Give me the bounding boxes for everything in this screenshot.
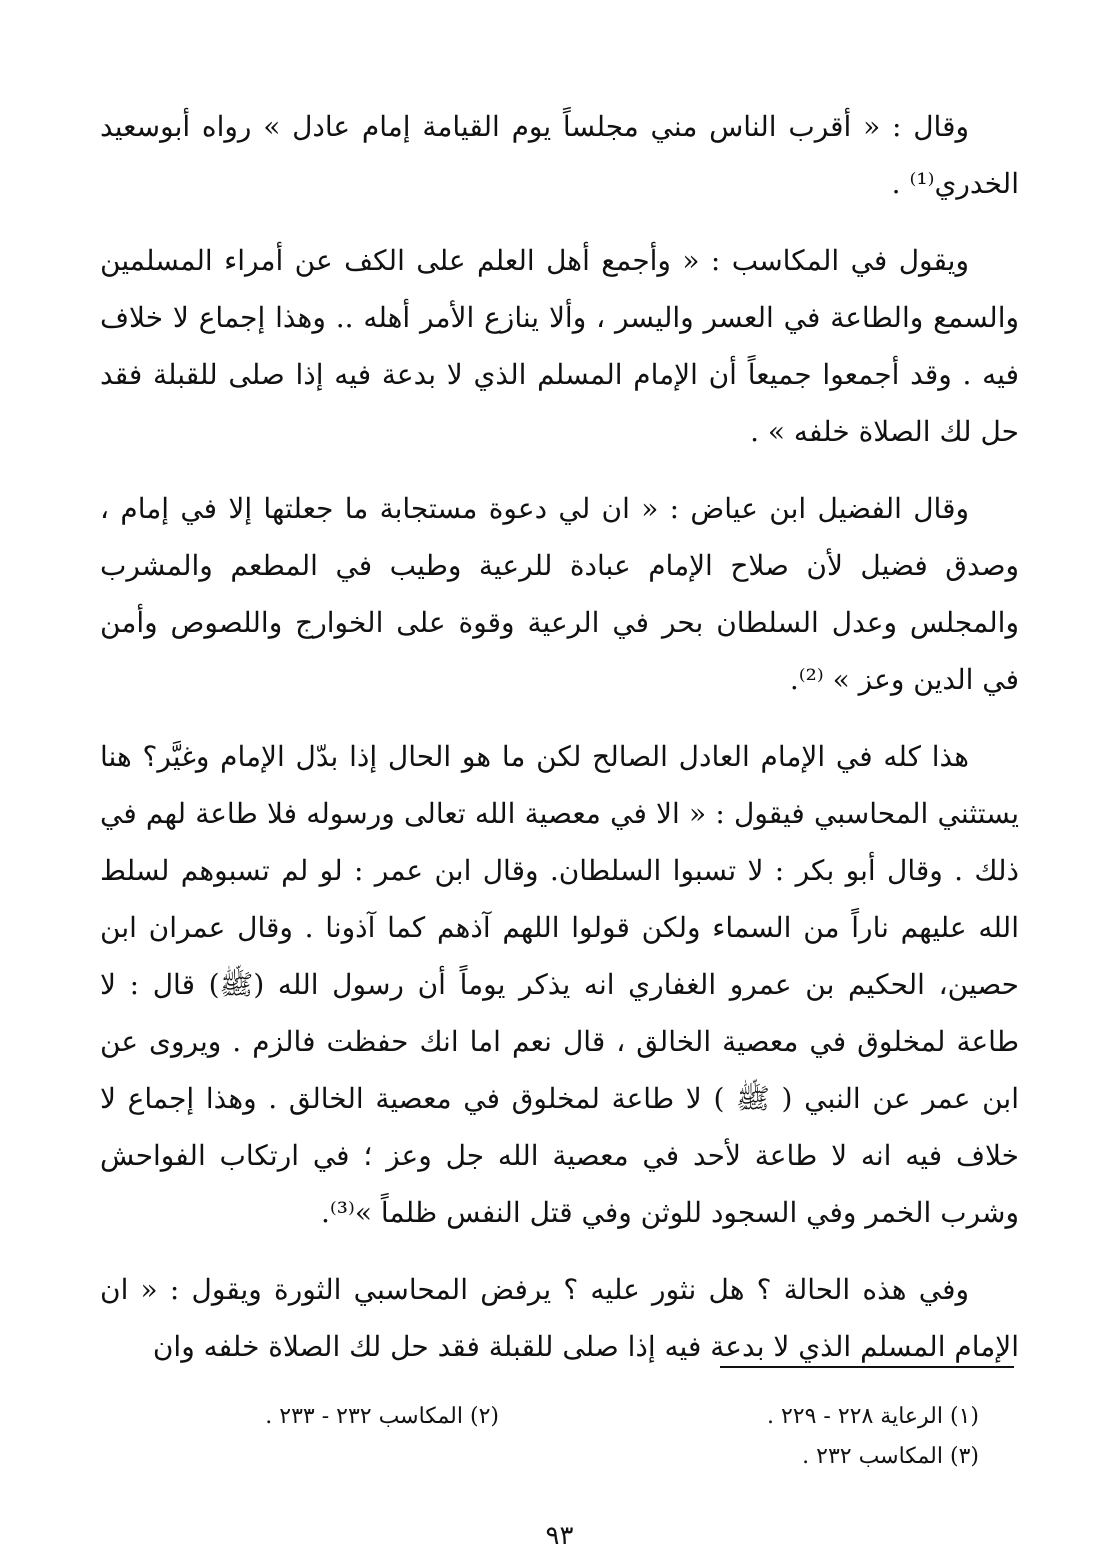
footnote-2: (٢) المكاسب ٢٣٢ - ٢٣٣ . [265,1404,499,1429]
footnote-1: (١) الرعاية ٢٢٨ - ٢٢٩ . [766,1404,979,1429]
paragraph-5: وفي هذه الحالة ؟ هل نثور عليه ؟ يرفض المحاسبي الثورة ويقول : « ان الإمام المسلم الذي لا بدعة فيه إذا صلى للقبلة فقد حل لك الصلاة خلفه وان [100,1273,1019,1363]
paragraph-1: وقال : « أقرب الناس مني مجلساً يوم القيامة إمام عادل » رواه أبوسعيد الخدري⁽¹⁾ . [100,110,1019,200]
paragraph-4: هذا كله في الإمام العادل الصالح لكن ما هو الحال إذا بدّل الإمام وغيَّر؟ هنا يستثني المحاسبي فيقول : « الا في معصية الله تعالى ورسوله فلا طاعة لهم في ذلك . وقال أبو بكر : لا تسبوا السلطان. وقال ابن عمر : لو لم تسبوهم لسلط الله عليهم ناراً من السماء ولكن قولوا اللهم آذهم كما آذونا . وقال عمران ابن حصين، الحكيم بن عمرو الغفاري انه يذكر يوماً أن رسول الله (ﷺ) قال : لا طاعة لمخلوق في معصية الخالق ، قال نعم اما انك حفظت فالزم . ويروى عن ابن عمر عن النبي ( ﷺ ) لا طاعة لمخلوق في معصية الخالق . وهذا إجماع لا خلاف فيه انه لا طاعة لأحد في معصية الله جل وعز ؛ في ارتكاب الفواحش وشرب الخمر وفي السجود للوثن وفي قتل النفس ظلماً »⁽³⁾. [100,740,1019,1229]
main-text [100,98,1019,1395]
paragraph-2: ويقول في المكاسب : « وأجمع أهل العلم على الكف عن أمراء المسلمين والسمع والطاعة في العسر واليسر ، وألا ينازع الأمر أهله .. وهذا إجماع لا خلاف فيه . وقد أجمعوا جميعاً أن الإمام المسلم الذي لا بدعة فيه إذا صلى للقبلة فقد حل لك الصلاة خلفه » . [100,244,1019,448]
footnote-3: (٣) المكاسب ٢٣٢ . [802,1444,979,1469]
page-number: ٩٣ [545,1521,574,1551]
paragraph-3: وقال الفضيل ابن عياض : « ان لي دعوة مستجابة ما جعلتها إلا في إمام ، وصدق فضيل لأن صلاح الإمام عبادة للرعية وطيب في المطعم والمشرب والمجلس وعدل السلطان بحر في الرعية وقوة على الخوارج واللصوص وأمن في الدين وعز » ⁽²⁾. [100,492,1019,696]
footnote-divider [720,1366,1014,1368]
